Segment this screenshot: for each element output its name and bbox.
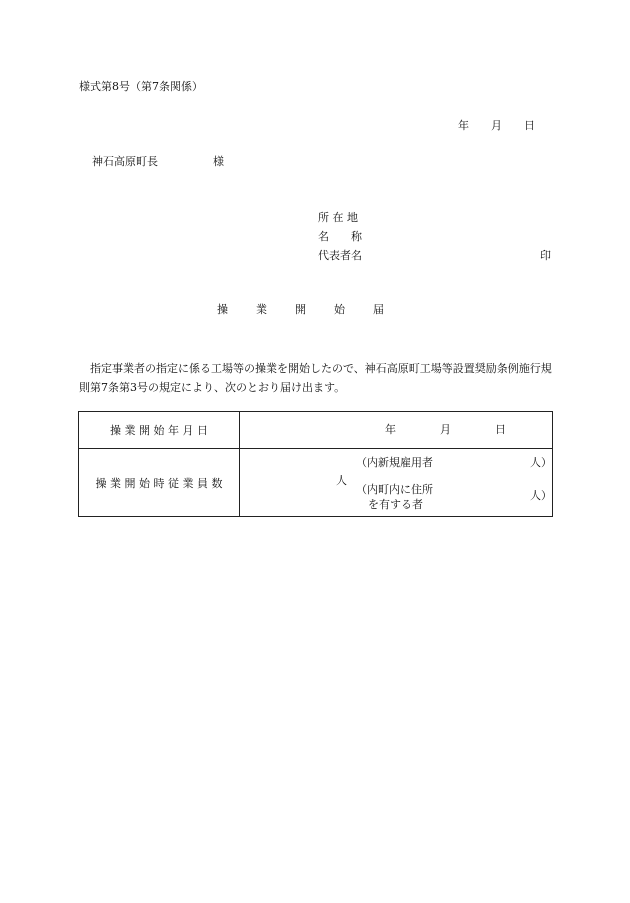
representative-label: 代表者名 bbox=[318, 249, 362, 262]
new-hires-unit: 人） bbox=[530, 456, 552, 469]
form-number: 様式第8号（第7条関係） bbox=[79, 80, 203, 93]
notification-table bbox=[78, 411, 553, 517]
start-date-value bbox=[240, 412, 553, 449]
local-residents-unit: 人） bbox=[530, 489, 552, 502]
new-hires-label: （内新規雇用者 bbox=[356, 456, 433, 469]
company-name-label: 名 称 bbox=[318, 230, 362, 243]
employee-count-label: 操 業 開 始 時 従 業 員 数 bbox=[79, 449, 240, 517]
table-row-start-date bbox=[79, 412, 553, 449]
employee-count-value bbox=[240, 449, 553, 517]
local-residents-label-2: を有する者 bbox=[368, 498, 423, 511]
local-residents-label-1: （内町内に住所 bbox=[356, 483, 433, 496]
body-text: 指定事業者の指定に係る工場等の操業を開始したので、神石高原町工場等設置奨励条例施行規則第7条第3号の規定により、次のとおり届け出ます。 bbox=[79, 362, 552, 394]
addressee: 神石高原町長 様 bbox=[92, 155, 224, 168]
document-title: 操 業 開 始 届 bbox=[217, 303, 386, 316]
start-date-label: 操 業 開 始 年 月 日 bbox=[79, 412, 240, 449]
submission-date: 年 月 日 bbox=[458, 119, 535, 132]
total-employees-unit: 人 bbox=[336, 474, 347, 487]
seal-mark: 印 bbox=[540, 249, 551, 262]
address-label: 所 在 地 bbox=[318, 211, 358, 224]
start-date-value-text: 年 月 日 bbox=[385, 423, 506, 436]
table-row-employees bbox=[79, 449, 553, 517]
